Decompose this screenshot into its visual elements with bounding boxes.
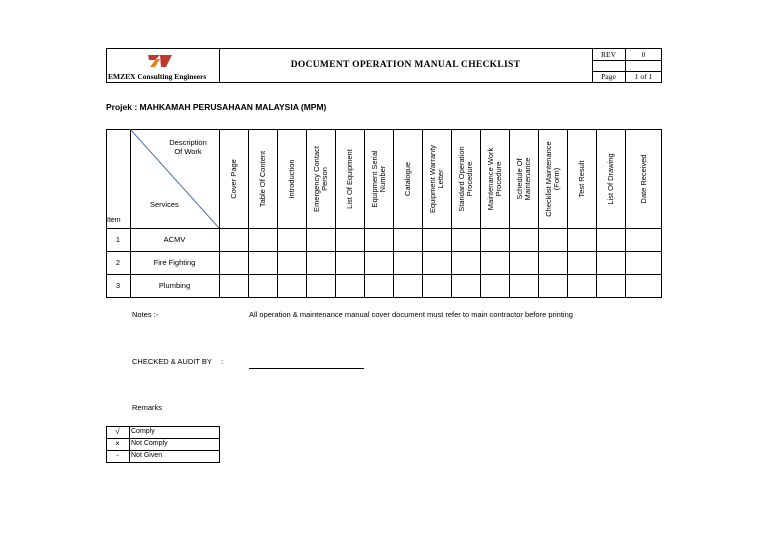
row-line <box>106 274 662 275</box>
row-service-name: Plumbing <box>158 281 191 290</box>
signature-line[interactable] <box>249 368 364 369</box>
rev-value: 0 <box>641 50 646 59</box>
legend-text-comply: Comply <box>131 428 155 435</box>
col-header-checklist-maintenance: Checklist Maintenance (Form) <box>543 141 561 217</box>
row-item-number: 2 <box>115 258 121 267</box>
col-line <box>596 129 597 298</box>
col-header-emergency-contact: Emergency Contact Person <box>311 146 329 212</box>
col-line <box>364 129 365 298</box>
col-header-date-received: Date Received <box>638 154 648 204</box>
col-line <box>248 129 249 298</box>
page-label: Page <box>601 72 616 81</box>
company-logo <box>146 54 174 68</box>
row-service-name: Fire Fighting <box>153 258 196 267</box>
col-header-equipment-serial: Equipment Serial Number <box>369 150 387 208</box>
col-line <box>277 129 278 298</box>
item-label: Item <box>107 217 121 224</box>
col-header-test-result: Test Result <box>576 160 586 198</box>
checked-label: CHECKED & AUDIT BY <box>132 357 212 366</box>
row-service-name: ACMV <box>163 235 186 244</box>
description-of-work-label: Description Of Work <box>169 138 207 156</box>
col-line <box>509 129 510 298</box>
col-line <box>538 129 539 298</box>
col-line <box>219 129 220 298</box>
legend-symbol-not-comply: × <box>115 439 120 448</box>
col-line <box>306 129 307 298</box>
col-header-cover-page: Cover Page <box>228 159 238 199</box>
remarks-label: Remarks <box>132 403 163 412</box>
legend-divider <box>129 426 130 463</box>
col-header-catalogue: Catalogue <box>402 161 412 197</box>
col-line <box>422 129 423 298</box>
col-header-equipment-warranty: Equipment Warranty Letter <box>427 144 445 214</box>
col-header-maintenance-work: Maintenance Work Procedure <box>485 147 503 211</box>
services-label: Services <box>150 200 179 209</box>
col-header-list-of-drawing: List Of Drawing <box>605 153 615 205</box>
checked-colon: : <box>221 357 224 366</box>
project-title: Projek : MAHKAMAH PERUSAHAAN MALAYSIA (MPM) <box>106 102 327 112</box>
notes-text: All operation & maintenance manual cover document must refer to main contractor before printing <box>249 310 573 319</box>
row-item-number: 1 <box>115 235 121 244</box>
company-name: EMZEX Consulting Engineers <box>108 72 207 81</box>
row-line <box>106 251 662 252</box>
legend-text-not-given: Not Given <box>131 452 163 459</box>
col-header-schedule-maintenance: Schedule Of Maintenance <box>514 157 532 201</box>
col-line <box>625 129 626 298</box>
legend-symbol-comply: √ <box>115 427 120 436</box>
col-header-introduction: Introduction <box>286 159 296 199</box>
col-header-list-of-equipment: List Of Equipment <box>344 149 354 209</box>
col-header-standard-operation: Standard Operation Procedure <box>456 146 474 212</box>
notes-label: Notes :- <box>132 310 159 319</box>
document-title: DOCUMENT OPERATION MANUAL CHECKLIST <box>290 60 521 70</box>
rev-label: REV <box>601 50 616 59</box>
legend-text-not-comply: Not Comply <box>131 440 168 447</box>
col-line <box>567 129 568 298</box>
page-value: 1 of 1 <box>634 72 653 81</box>
row-line <box>106 228 662 229</box>
col-line <box>480 129 481 298</box>
legend-symbol-not-given: - <box>116 451 119 460</box>
col-line <box>393 129 394 298</box>
header-rev-line <box>592 60 662 61</box>
col-header-table-of-content: Table Of Content <box>257 150 267 208</box>
col-line <box>451 129 452 298</box>
col-line <box>335 129 336 298</box>
row-item-number: 3 <box>115 281 121 290</box>
